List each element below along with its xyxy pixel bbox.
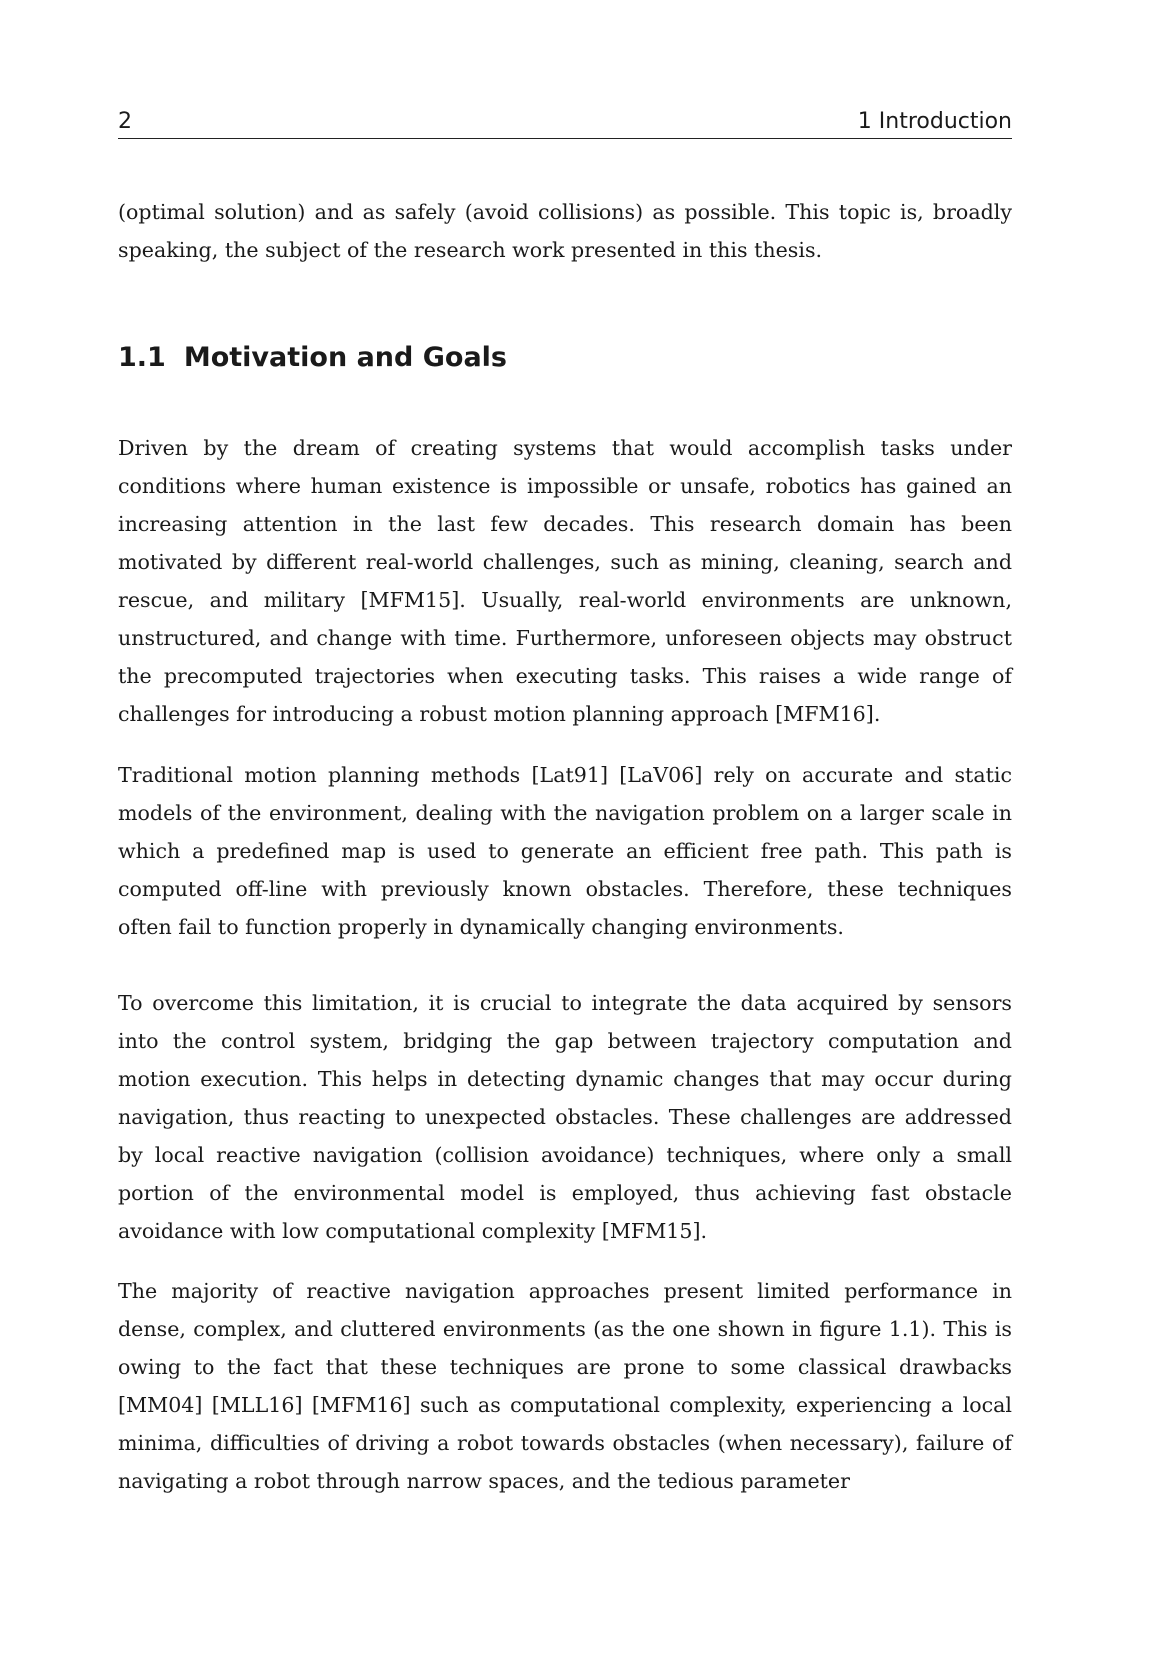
paragraph-reactive-navigation: The majority of reactive navigation approaches present limited performance in dense, complex, and cluttered environments (as the one shown in figure 1.1). This is owing to the fact that these techniques are prone to some classical drawbacks [MM04] [MLL16] [MFM16] such as computational complexity, experiencing a local minima, difficulties of driving a robot towards obstacles (when necessary), failure of navigating a robot through narrow spaces, and the tedious parameter — [118, 1279, 1012, 1493]
intro-paragraph: (optimal solution) and as safely (avoid collisions) as possible. This topic is, broadly speaking, the subject of the research work presented in this thesis. — [118, 200, 1012, 262]
document-page — [118, 0, 1012, 1654]
page-number: 2 — [118, 109, 132, 134]
running-header — [118, 103, 1012, 139]
section-number: 1.1 — [118, 342, 166, 373]
paragraph-sensor-integration: To overcome this limitation, it is crucial to integrate the data acquired by sensors into the control system, bridging the gap between trajectory computation and motion execution. This helps in detecting dynamic changes that may occur during navigation, thus reacting to unexpected obstacles. These challenges are addressed by local reactive navigation (collision avoidance) techniques, where only a small portion of the environmental model is employed, thus achieving fast obstacle avoidance with low computational complexity [MFM15]. — [118, 991, 1012, 1243]
section-title: Motivation and Goals — [183, 342, 507, 373]
paragraph-traditional-methods: Traditional motion planning methods [Lat91] [LaV06] rely on accurate and static models of the environment, dealing with the navigation problem on a larger scale in which a predefined map is used to generate an efficient free path. This path is computed off-line with previously known obstacles. Therefore, these techniques often fail to function properly in dynamically changing environments. — [118, 763, 1012, 939]
paragraph-motivation: Driven by the dream of creating systems that would accomplish tasks under conditions where human existence is impossible or unsafe, robotics has gained an increasing attention in the last few decades. This research domain has been motivated by different real-world challenges, such as mining, cleaning, search and rescue, and military [MFM15]. Usually, real-world environments are unknown, unstructured, and change with time. Furthermore, unforeseen objects may obstruct the precomputed trajectories when executing tasks. This raises a wide range of challenges for introducing a robust motion planning approach [MFM16]. — [118, 436, 1012, 726]
chapter-title: 1 Introduction — [857, 109, 1012, 134]
section-heading — [118, 338, 507, 378]
